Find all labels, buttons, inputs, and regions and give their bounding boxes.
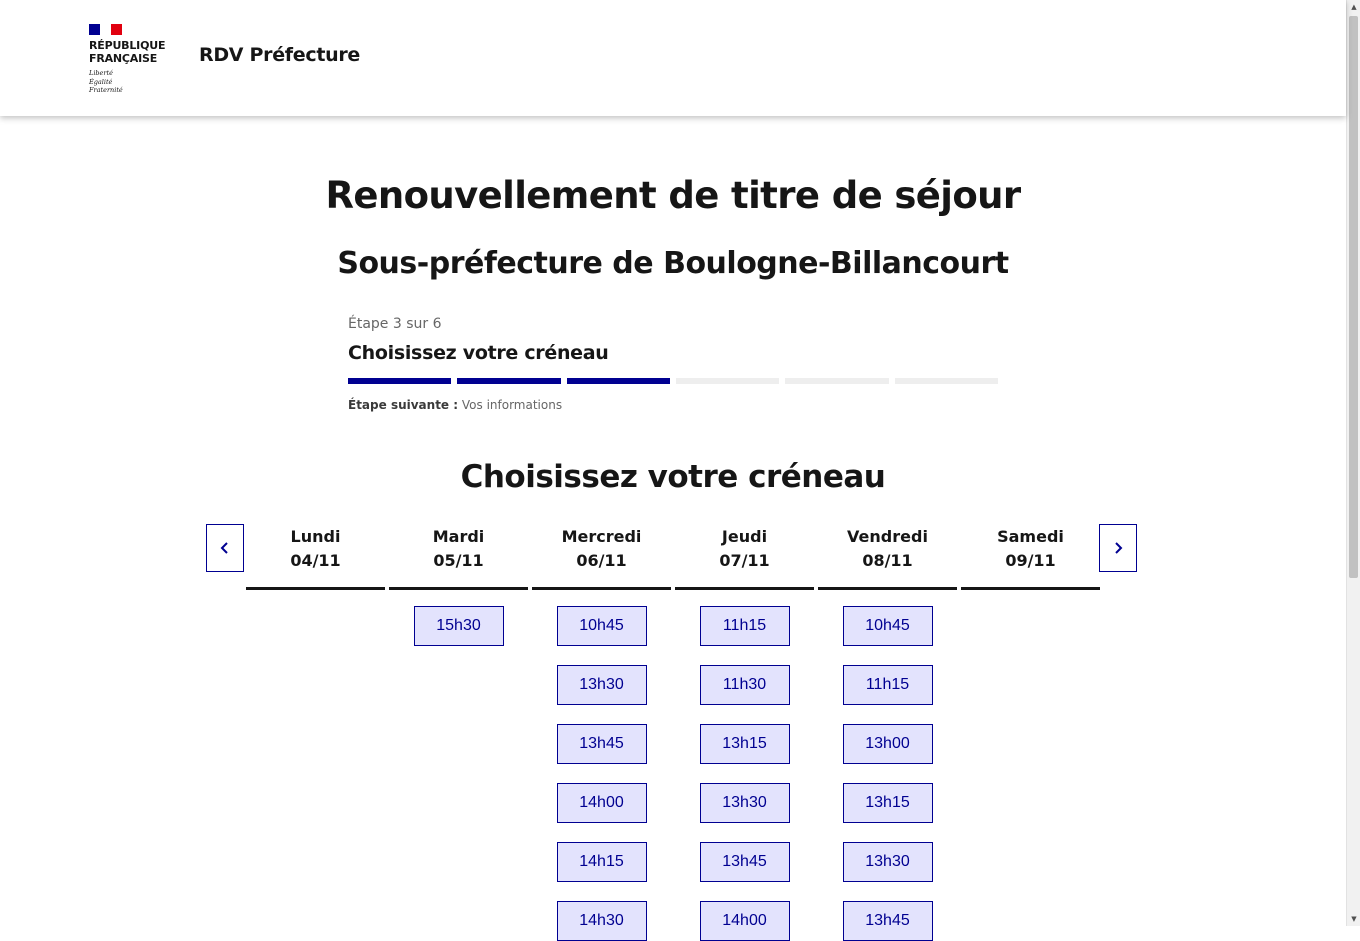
stepper-next-label: Étape suivante :: [348, 398, 459, 412]
logo-name: [89, 39, 179, 65]
time-slot-button[interactable]: 10h45: [843, 606, 933, 646]
day-column: [389, 524, 528, 941]
day-slots: [675, 606, 814, 941]
page-subtitle: Sous-préfecture de Boulogne-Billancourt: [337, 246, 1009, 281]
chevron-left-icon: [219, 542, 231, 554]
stepper-progress: [348, 378, 998, 384]
day-date: 06/11: [576, 551, 627, 570]
day-header: [389, 524, 528, 590]
day-slots: [818, 606, 957, 941]
day-slots: [389, 606, 528, 646]
page-title: Renouvellement de titre de séjour: [325, 174, 1021, 217]
stepper-next-step: [348, 398, 998, 412]
day-header: [246, 524, 385, 590]
french-flag-icon: [89, 24, 122, 35]
calendar-heading: Choisissez votre créneau: [460, 459, 886, 495]
day-date: 08/11: [862, 551, 913, 570]
day-header: [532, 524, 671, 590]
day-name: Mercredi: [561, 527, 642, 546]
day-date: 05/11: [433, 551, 484, 570]
stepper-bar: [785, 378, 888, 384]
chevron-right-icon: [1112, 542, 1124, 554]
day-name: Mardi: [432, 527, 485, 546]
day-column: [246, 524, 385, 941]
time-slot-button[interactable]: 10h45: [557, 606, 647, 646]
scrollbar-thumb[interactable]: [1349, 16, 1358, 578]
time-slot-button[interactable]: 11h30: [700, 665, 790, 705]
time-slot-button[interactable]: 13h45: [843, 901, 933, 941]
time-slot-button[interactable]: 15h30: [414, 606, 504, 646]
time-slot-button[interactable]: 13h30: [700, 783, 790, 823]
scroll-down-arrow-icon[interactable]: ▼: [1351, 915, 1357, 923]
service-title[interactable]: RDV Préfecture: [199, 44, 360, 66]
vertical-scrollbar[interactable]: [1346, 0, 1360, 926]
logo-motto: [89, 69, 179, 95]
time-slot-button[interactable]: 14h00: [700, 901, 790, 941]
day-column: [532, 524, 671, 941]
day-name: Vendredi: [847, 527, 928, 546]
day-column: [818, 524, 957, 941]
day-name: Jeudi: [721, 527, 768, 546]
stepper-current-title: Choisissez votre créneau: [348, 342, 609, 364]
motto-line-3: Fraternité: [89, 86, 123, 94]
day-name: Samedi: [997, 527, 1064, 546]
time-slot-button[interactable]: 13h15: [700, 724, 790, 764]
time-slot-button[interactable]: 11h15: [843, 665, 933, 705]
previous-week-button[interactable]: [206, 524, 244, 572]
site-header: [0, 0, 1346, 116]
day-slots: [532, 606, 671, 941]
time-slot-button[interactable]: 14h15: [557, 842, 647, 882]
stepper-next-value: Vos informations: [461, 398, 563, 412]
stepper: [348, 316, 998, 412]
day-date: 09/11: [1005, 551, 1056, 570]
calendar-days: [246, 524, 1100, 941]
stepper-bar: [676, 378, 779, 384]
time-slot-button[interactable]: 11h15: [700, 606, 790, 646]
day-date: 04/11: [290, 551, 341, 570]
time-slot-button[interactable]: 13h00: [843, 724, 933, 764]
time-slot-button[interactable]: 13h45: [557, 724, 647, 764]
day-header: [818, 524, 957, 590]
stepper-bar: [567, 378, 670, 384]
stepper-bar: [895, 378, 998, 384]
republique-francaise-logo[interactable]: [89, 24, 179, 95]
time-slot-button[interactable]: 13h45: [700, 842, 790, 882]
day-name: Lundi: [290, 527, 341, 546]
stepper-state: Étape 3 sur 6: [348, 316, 442, 332]
stepper-bar: [457, 378, 560, 384]
day-date: 07/11: [719, 551, 770, 570]
day-header: [675, 524, 814, 590]
day-column: [961, 524, 1100, 941]
day-header: [961, 524, 1100, 590]
motto-line-2: Égalité: [89, 77, 113, 86]
time-slot-button[interactable]: 13h30: [557, 665, 647, 705]
logo-name-line-2: FRANÇAISE: [89, 52, 158, 65]
motto-line-1: Liberté: [89, 69, 113, 77]
time-slot-button[interactable]: 14h30: [557, 901, 647, 941]
next-week-button[interactable]: [1099, 524, 1137, 572]
time-slot-button[interactable]: 14h00: [557, 783, 647, 823]
logo-name-line-1: RÉPUBLIQUE: [89, 39, 166, 52]
day-column: [675, 524, 814, 941]
stepper-bar: [348, 378, 451, 384]
time-slot-button[interactable]: 13h15: [843, 783, 933, 823]
scroll-up-arrow-icon[interactable]: ▲: [1351, 3, 1357, 11]
time-slot-button[interactable]: 13h30: [843, 842, 933, 882]
